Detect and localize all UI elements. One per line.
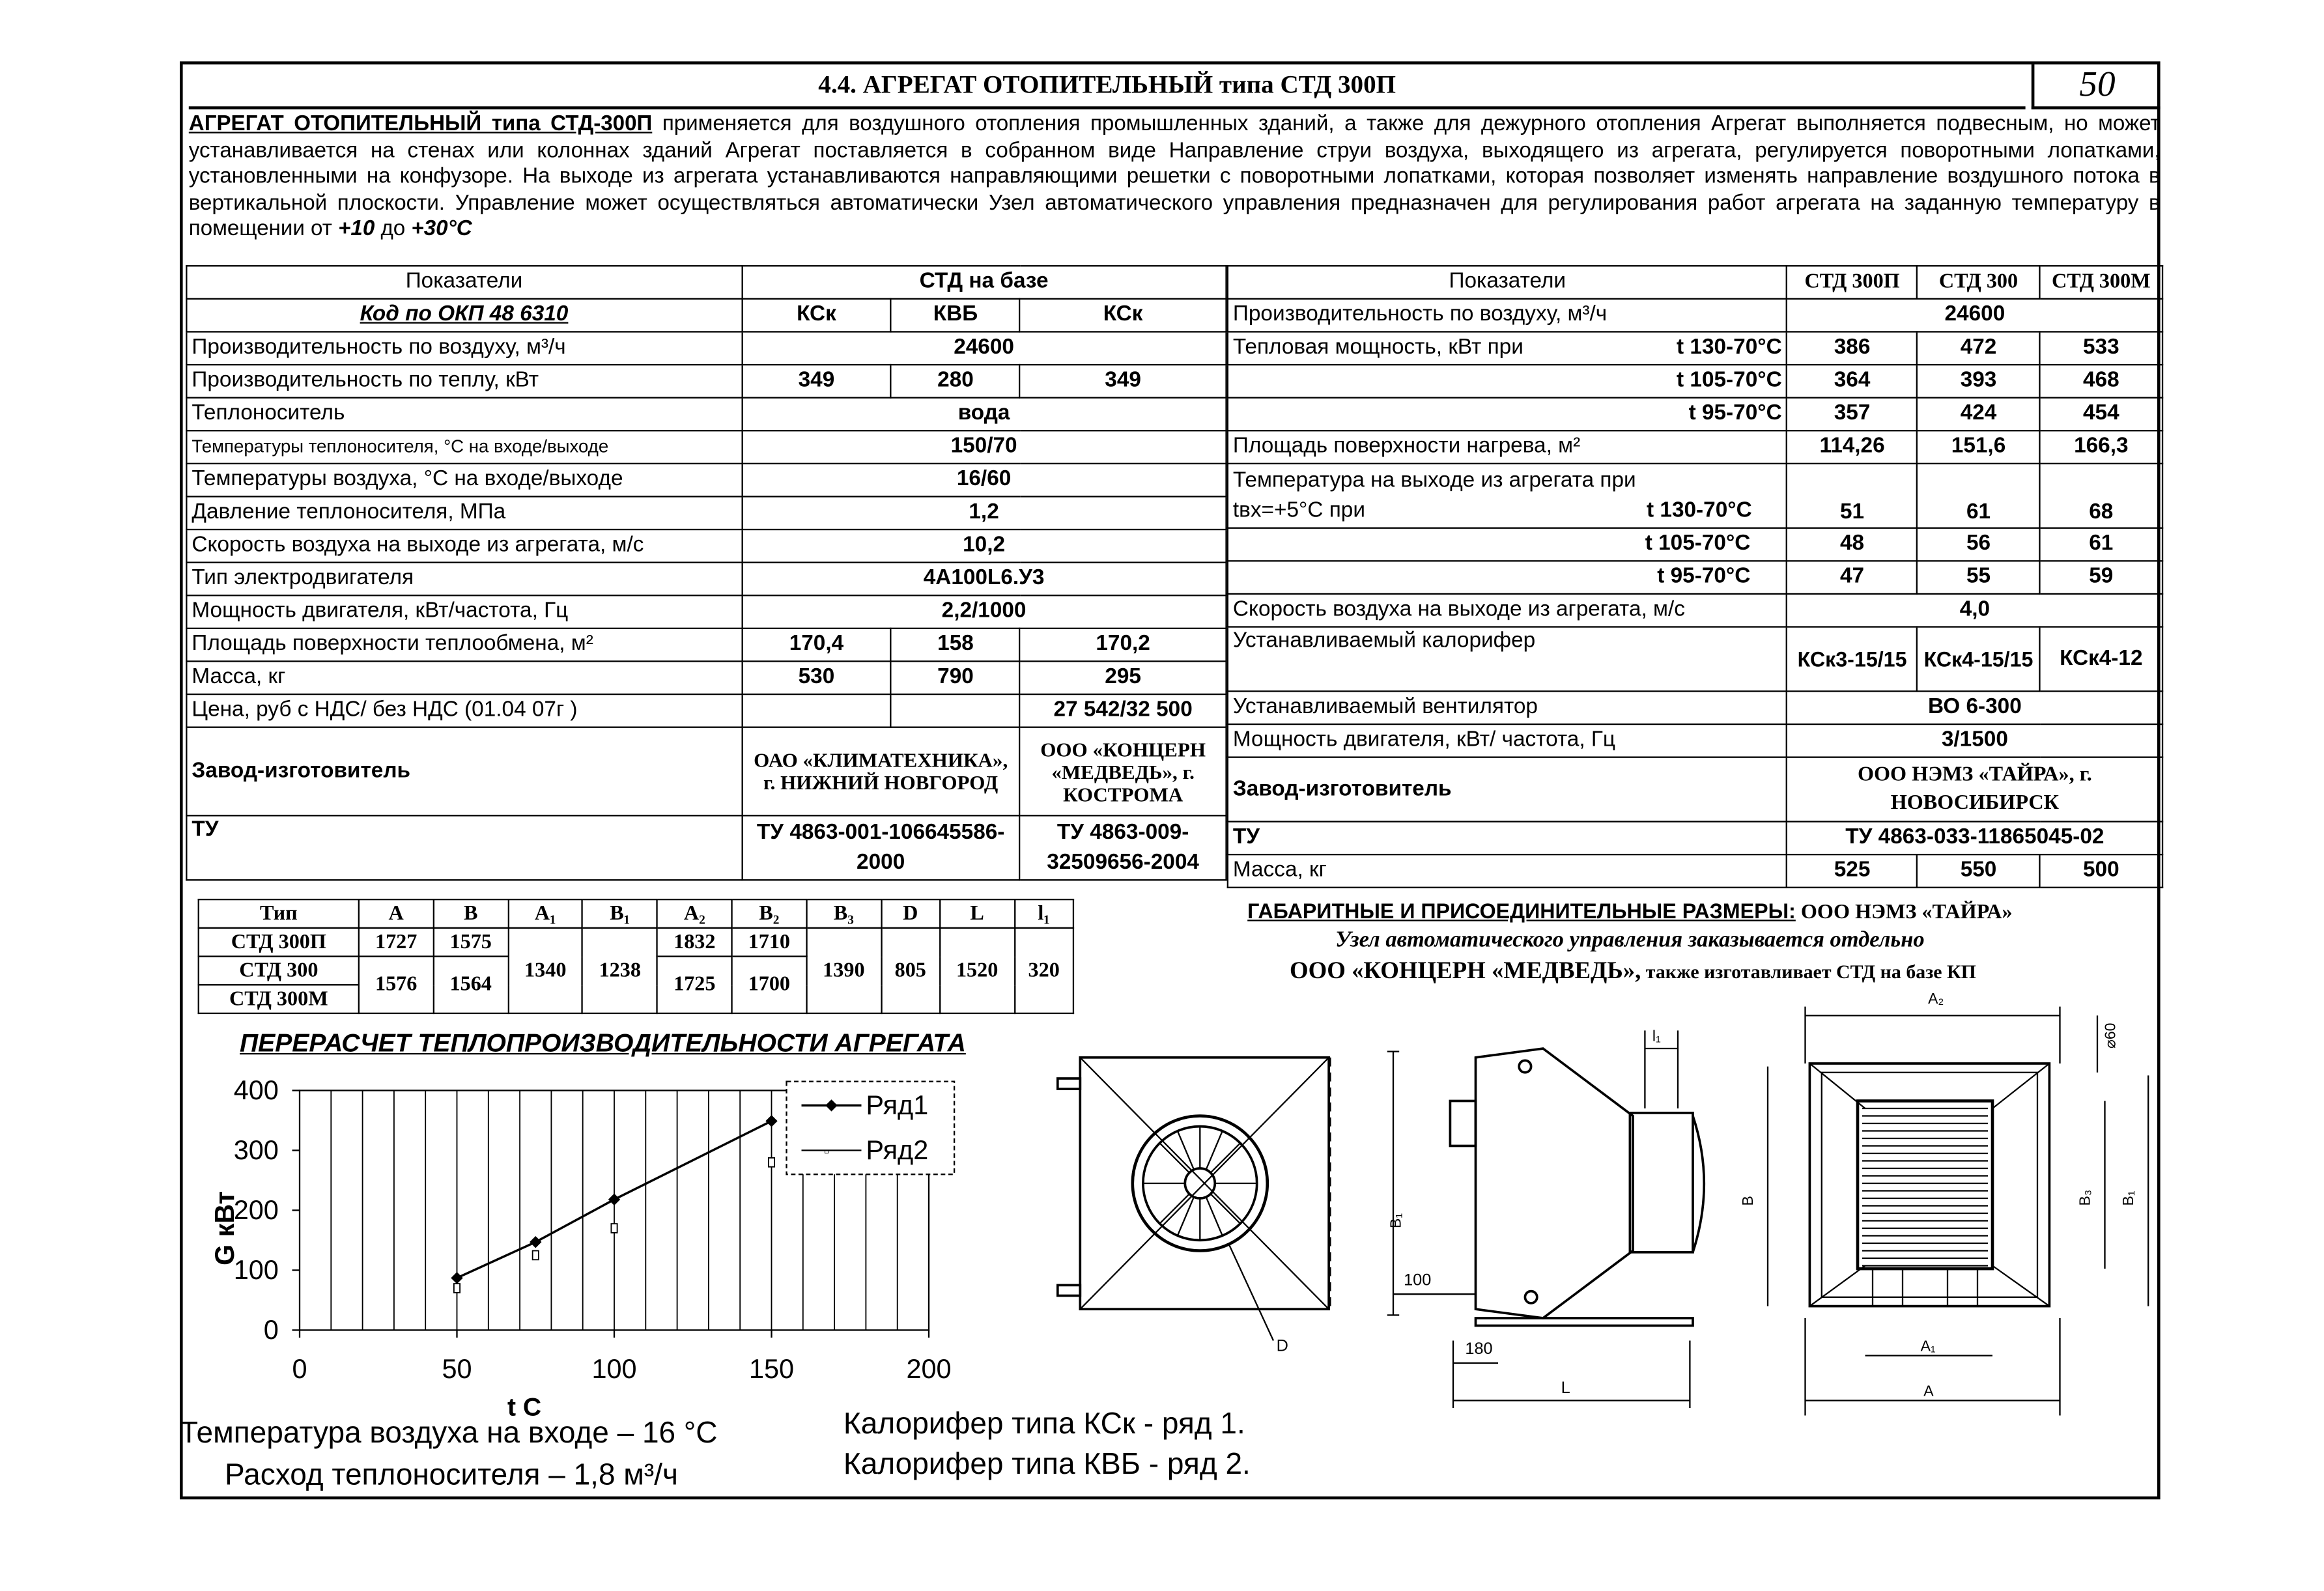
label-b1-top: B₁ xyxy=(2119,1190,2137,1206)
row-label xyxy=(1228,331,1787,365)
cell: 280 xyxy=(891,365,1019,398)
cell: 47 xyxy=(1787,561,1918,594)
label-b3: B₃ xyxy=(2076,1189,2093,1206)
label-d60: ⌀60 xyxy=(2101,1022,2119,1049)
row-label: Теплоноситель xyxy=(186,398,741,431)
temp-range: t 130-70°С xyxy=(1677,335,1782,359)
cell: 56 xyxy=(1917,528,2039,561)
cell: 68 xyxy=(2040,464,2162,528)
right-spec-table xyxy=(1227,265,2164,888)
konc-name: ООО «КОНЦЕРН «МЕДВЕДЬ», xyxy=(1290,959,1641,985)
row-label: Температуры воздуха, °С на входе/выходе xyxy=(186,464,741,497)
cell: 48 xyxy=(1787,528,1918,561)
cell: 1700 xyxy=(732,957,807,1013)
table-row xyxy=(186,661,1226,694)
cell: 349 xyxy=(1020,365,1226,398)
label-l: L xyxy=(1561,1379,1570,1397)
row-value: вода xyxy=(742,398,1226,431)
col-header: КСк xyxy=(1020,299,1226,332)
legend xyxy=(787,1082,955,1175)
row-label: Цена, руб с НДС/ без НДС (01.04 07г ) xyxy=(186,694,741,727)
y-tick-label: 400 xyxy=(233,1075,279,1106)
cell: 158 xyxy=(891,628,1019,662)
temp-range: t 105-70°С xyxy=(1228,528,1787,561)
cell: 790 xyxy=(891,661,1019,694)
row-label: Тип электродвигателя xyxy=(186,563,741,596)
table-row xyxy=(1228,691,2162,724)
page-number: 50 xyxy=(2032,64,2161,109)
row-label: Давление теплоносителя, МПа xyxy=(186,496,741,529)
cell: 525 xyxy=(1787,854,1918,888)
cell: 1564 xyxy=(433,957,508,1013)
row-value: 16/60 xyxy=(742,464,1226,497)
header-cell: B₃ xyxy=(806,899,881,928)
table-row xyxy=(186,398,1226,431)
cell xyxy=(742,694,892,727)
row-value: 4,0 xyxy=(1787,594,2162,627)
row-label: Скорость воздуха на выходе из агрегата, м/с xyxy=(1228,594,1787,627)
tu-2: ТУ 4863-009-32509656-2004 xyxy=(1020,815,1226,880)
cell: 170,2 xyxy=(1020,628,1226,662)
maker-label: Завод-изготовитель xyxy=(186,727,741,816)
table-row xyxy=(186,727,1226,816)
col-header: СТД 300 xyxy=(1917,266,2039,299)
cell: 114,26 xyxy=(1787,430,1918,464)
table-row xyxy=(1228,464,2162,528)
intro-paragraph xyxy=(189,113,2161,244)
table-row xyxy=(1228,430,2162,464)
cell: КСк3-15/15 xyxy=(1787,627,1918,692)
table-row xyxy=(1228,398,2162,431)
y-axis-label: G кВт xyxy=(209,1190,240,1266)
intro-range-from: +10 xyxy=(338,218,375,242)
table-row xyxy=(186,694,1226,727)
row-label: Температуры теплоносителя, °С на входе/выходе xyxy=(186,430,741,464)
cell: 1575 xyxy=(433,928,508,957)
cell: 530 xyxy=(742,661,892,694)
row-label: Производительность по воздуху, м³/ч xyxy=(186,331,741,365)
label-d: D xyxy=(1276,1336,1288,1355)
chart-title: ПЕРЕРАСЧЕТ ТЕПЛОПРОИЗВОДИТЕЛЬНОСТИ АГРЕГАТА xyxy=(240,1029,966,1058)
table-row xyxy=(1228,365,2162,398)
y-tick-label: 200 xyxy=(233,1195,279,1226)
maker-1: ОАО «КЛИМАТЕХНИКА», г. НИЖНИЙ НОВГОРОД xyxy=(742,727,1020,816)
temp-range: t 95-70°С xyxy=(1228,398,1787,431)
gabarit-label: ГАБАРИТНЫЕ И ПРИСОЕДИНИТЕЛЬНЫЕ РАЗМЕРЫ: xyxy=(1247,899,1796,923)
row-value: 10,2 xyxy=(742,529,1226,563)
tu-label: ТУ xyxy=(186,815,741,880)
maker-2: ООО «КОНЦЕРН «МЕДВЕДЬ», г. КОСТРОМА xyxy=(1020,727,1226,816)
x-axis xyxy=(292,1330,951,1384)
header-cell: A xyxy=(359,899,434,928)
row-label: Производительность по воздуху, м³/ч xyxy=(1228,299,1787,332)
cell: 1520 xyxy=(940,928,1015,1013)
table-row xyxy=(186,496,1226,529)
header-indicators: Показатели xyxy=(186,266,741,299)
type-cell: СТД 300 xyxy=(199,957,359,985)
cell: 1727 xyxy=(359,928,434,957)
type-cell: СТД 300М xyxy=(199,985,359,1013)
cell: 424 xyxy=(1917,398,2039,431)
intro-unit: °С xyxy=(447,218,472,242)
chart xyxy=(180,1063,1019,1438)
row-value: 2,2/1000 xyxy=(742,595,1226,628)
legend-label-1: Ряд1 xyxy=(866,1090,929,1121)
x-axis-label: t C xyxy=(507,1393,542,1422)
cell: 349 xyxy=(742,365,892,398)
cell: 1725 xyxy=(657,957,732,1013)
x-tick-label: 50 xyxy=(442,1354,472,1384)
header-cell: B xyxy=(433,899,508,928)
table-row xyxy=(1228,299,2162,332)
label-a1: A₁ xyxy=(1920,1337,1936,1355)
col-header: КВБ xyxy=(891,299,1019,332)
header-cell: Тип xyxy=(199,899,359,928)
header-cell: D xyxy=(881,899,940,928)
label-b: B xyxy=(1739,1196,1756,1206)
col-header: СТД 300М xyxy=(2040,266,2162,299)
cell: 393 xyxy=(1917,365,2039,398)
table-row xyxy=(186,331,1226,365)
x-tick-label: 150 xyxy=(748,1354,795,1384)
note-row1: Калорифер типа КСк - ряд 1. xyxy=(843,1408,1245,1441)
page-title: 4.4. АГРЕГАТ ОТОПИТЕЛЬНЫЙ типа СТД 300П xyxy=(189,64,2026,109)
header-cell: l₁ xyxy=(1014,899,1073,928)
header-base: СТД на базе xyxy=(742,266,1226,299)
table-row xyxy=(186,529,1226,563)
series-2-point xyxy=(533,1251,539,1260)
cell: 151,6 xyxy=(1917,430,2039,464)
label-100: 100 xyxy=(1404,1271,1432,1289)
cell: 468 xyxy=(2040,365,2162,398)
intro-lead: АГРЕГАТ ОТОПИТЕЛЬНЫЙ типа СТД-300П xyxy=(188,112,653,137)
tu: ТУ 4863-033-11865045-02 xyxy=(1787,822,2162,855)
note-row2: Калорифер типа КВБ - ряд 2. xyxy=(843,1448,1251,1482)
legend-marker-2: ▫ xyxy=(824,1142,830,1160)
cell: 533 xyxy=(2040,331,2162,365)
tu-label: ТУ xyxy=(1228,822,1787,855)
table-row xyxy=(186,266,1226,299)
y-axis xyxy=(234,1075,300,1345)
maker: ООО НЭМЗ «ТАЙРА», г. НОВОСИБИРСК xyxy=(1787,757,2162,822)
header-cell: A₁ xyxy=(508,899,583,928)
cell: 59 xyxy=(2040,561,2162,594)
label-180: 180 xyxy=(1465,1340,1493,1359)
heat-label: Тепловая мощность, кВт при xyxy=(1232,335,1523,359)
intro-range-mid: до xyxy=(375,218,412,242)
outtemp-cond: tвх=+5°С при xyxy=(1232,498,1365,523)
dimensions-table xyxy=(198,899,1075,1014)
table-row xyxy=(1228,331,2162,365)
cell: 386 xyxy=(1787,331,1918,365)
gabarit-heading xyxy=(1210,899,2049,925)
row-label xyxy=(1228,464,1787,528)
table-row xyxy=(186,299,1226,332)
row-value: 24600 xyxy=(1787,299,2162,332)
intro-body: применяется для воздушного отопления промышленных зданий, а также для дежурного отопления Агрегат выполняется подвесным, но может устанавливается на стенах или колоннах зданий Агрегат поставляется в собранном виде Направление струи воздуха, выходящего из агрегата, регулируется поворотными лопатками, установленными на конфузоре. На выходе из агрегата устанавливаются направляющими решетки с поворотными лопатками, которая позволяет изменять направление воздушного потока в вертикальной плоскости. Управление может осуществляться автоматически Узел автоматического управления предназначен для регулирования работ агрегата на заданную температуру в помещении от xyxy=(188,112,2161,242)
konc-text: также изготавливает СТД на базе КП xyxy=(1641,960,1976,983)
cell: 1390 xyxy=(806,928,881,1013)
outtemp-label: Температура на выходе из агрегата при xyxy=(1232,468,1636,493)
header-cell: B₂ xyxy=(732,899,807,928)
type-cell: СТД 300П xyxy=(199,928,359,957)
table-row xyxy=(199,928,1073,957)
series-2-point xyxy=(611,1224,617,1233)
table-row xyxy=(1228,266,2162,299)
temp-range: t 130-70°С xyxy=(1647,498,1752,523)
konc-note xyxy=(1183,959,2082,985)
tu-1: ТУ 4863-001-106645586-2000 xyxy=(742,815,1020,880)
row-label: Производительность по теплу, кВт xyxy=(186,365,741,398)
table-row xyxy=(1228,854,2162,888)
col-header: КСк xyxy=(742,299,892,332)
header-indicators: Показатели xyxy=(1228,266,1787,299)
label-a: A xyxy=(1923,1382,1934,1400)
table-row xyxy=(1228,528,2162,561)
cell: 27 542/32 500 xyxy=(1020,694,1226,727)
y-tick-label: 0 xyxy=(263,1315,279,1345)
cell: 1340 xyxy=(508,928,583,1013)
header-cell: L xyxy=(940,899,1015,928)
table-row xyxy=(1228,724,2162,757)
temp-range: t 105-70°С xyxy=(1228,365,1787,398)
table-row xyxy=(186,595,1226,628)
cell: 364 xyxy=(1787,365,1918,398)
row-label: Масса, кг xyxy=(1228,854,1787,888)
row-label: Устанавливаемый калорифер xyxy=(1228,627,1787,692)
row-label: Мощность двигателя, кВт/ частота, Гц xyxy=(1228,724,1787,757)
table-row xyxy=(1228,822,2162,855)
cell: 61 xyxy=(1917,464,2039,528)
intro-range-to: +30 xyxy=(411,218,448,242)
cell: 55 xyxy=(1917,561,2039,594)
label-a2: A₂ xyxy=(1928,990,1944,1007)
note-flow: Расход теплоносителя – 1,8 м³/ч xyxy=(225,1459,679,1492)
cell: КСк4-12 xyxy=(2040,627,2162,692)
table-row xyxy=(1228,561,2162,594)
header-cell: B₁ xyxy=(583,899,658,928)
row-value: 3/1500 xyxy=(1787,724,2162,757)
x-tick-label: 100 xyxy=(591,1354,637,1384)
table-row xyxy=(199,899,1073,928)
row-value: 150/70 xyxy=(742,430,1226,464)
y-tick-label: 100 xyxy=(233,1255,279,1286)
row-value: ВО 6-300 xyxy=(1787,691,2162,724)
row-label: Площадь поверхности нагрева, м² xyxy=(1228,430,1787,464)
table-row xyxy=(186,815,1226,880)
cell: 170,4 xyxy=(742,628,892,662)
okp-code: Код по ОКП 48 6310 xyxy=(186,299,741,332)
cell: 166,3 xyxy=(2040,430,2162,464)
table-row xyxy=(186,464,1226,497)
cell: 1710 xyxy=(732,928,807,957)
cell: 51 xyxy=(1787,464,1918,528)
cell: КСк4-15/15 xyxy=(1917,627,2039,692)
y-tick-label: 300 xyxy=(233,1135,279,1166)
row-label: Устанавливаемый вентилятор xyxy=(1228,691,1787,724)
header-cell: A₂ xyxy=(657,899,732,928)
row-value: 1,2 xyxy=(742,496,1226,529)
cell: 472 xyxy=(1917,331,2039,365)
table-row xyxy=(186,628,1226,662)
table-row xyxy=(186,563,1226,596)
row-label: Площадь поверхности теплообмена, м² xyxy=(186,628,741,662)
maker-label: Завод-изготовитель xyxy=(1228,757,1787,822)
x-tick-label: 0 xyxy=(292,1354,307,1384)
label-l1: l₁ xyxy=(1652,1027,1661,1045)
cell: 61 xyxy=(2040,528,2162,561)
cell: 500 xyxy=(2040,854,2162,888)
series-2-point xyxy=(454,1284,460,1293)
cell: 454 xyxy=(2040,398,2162,431)
series-2-point xyxy=(769,1158,774,1167)
table-row xyxy=(1228,594,2162,627)
row-label: Мощность двигателя, кВт/частота, Гц xyxy=(186,595,741,628)
cell: 295 xyxy=(1020,661,1226,694)
cell: 550 xyxy=(1917,854,2039,888)
control-unit-note: Узел автоматического управления заказывается отдельно xyxy=(1335,929,1925,953)
cell: 357 xyxy=(1787,398,1918,431)
cell: 1832 xyxy=(657,928,732,957)
row-label: Масса, кг xyxy=(186,661,741,694)
cell: 320 xyxy=(1014,928,1073,1013)
cell: 1576 xyxy=(359,957,434,1013)
col-header: СТД 300П xyxy=(1787,266,1918,299)
cell xyxy=(891,694,1019,727)
note-air-temp: Температура воздуха на входе – 16 °С xyxy=(180,1416,718,1450)
cell: 805 xyxy=(881,928,940,1013)
table-row xyxy=(186,365,1226,398)
row-value: 24600 xyxy=(742,331,1226,365)
x-tick-label: 200 xyxy=(906,1354,952,1384)
table-row xyxy=(1228,627,2162,692)
cell: 1238 xyxy=(583,928,658,1013)
table-row xyxy=(186,430,1226,464)
left-spec-table xyxy=(186,265,1227,880)
legend-label-2: Ряд2 xyxy=(866,1135,929,1166)
gabarit-maker: ООО НЭМЗ «ТАЙРА» xyxy=(1795,901,2013,925)
table-row xyxy=(1228,757,2162,822)
row-label: Скорость воздуха на выходе из агрегата, м/с xyxy=(186,529,741,563)
temp-range: t 95-70°С xyxy=(1228,561,1787,594)
label-b1: B₁ xyxy=(1387,1213,1404,1228)
row-value: 4А100L6.У3 xyxy=(742,563,1226,596)
